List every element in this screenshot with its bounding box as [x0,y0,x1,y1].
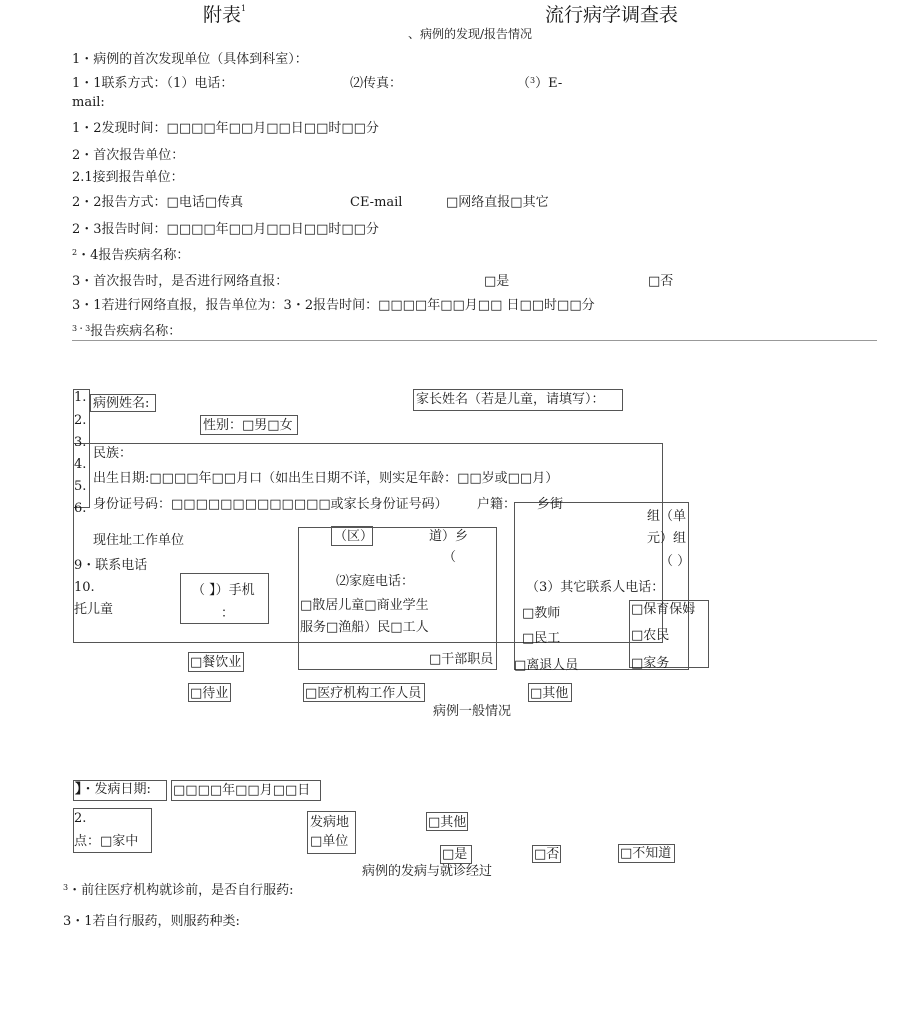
mobile-label: （ 】）手机 [192,583,255,598]
onset-date-value: □□□□年□□月□□日 [173,783,311,798]
self-med-unknown: □不知道 [620,846,672,861]
q1-first-discovery-unit: 1・病例的首次发现单位（具体到科室）： [72,52,308,67]
q3-self-medication [63,883,293,899]
q2-first-report-unit: 2・首次报告单位： [72,148,185,163]
q1-1-fax: ⑵传真： [350,76,403,91]
q1-1-email [517,76,562,92]
onset-date-label [75,782,151,798]
self-med-no: □否 [534,847,560,862]
sex-label: 性别：□男□女 [203,418,293,433]
group-unit-label: 组（单 [647,509,687,524]
road-township-label: 道）乡 [429,529,469,544]
q3-label: ・前往医疗机构就诊前，是否自行服药: [68,883,294,898]
parent-name-label: 家长姓名（若是儿童，请填写）： [416,392,605,407]
row-number-5: 5. [74,479,87,494]
occupation-retired: □离退人员 [514,658,579,673]
ethnic-label: 民族： [93,446,133,461]
occupation-row-1: □散居儿童□商业学生 [300,598,429,613]
row-number-6: 6. [74,501,87,516]
birth-date-label: 出生日期:□□□□年□□月口（如出生日期不详，则实足年龄：□□岁或□□月） [93,471,559,486]
occupation-migrant: □民工 [522,631,561,646]
row-number-2: 2. [74,413,87,428]
occupation-farmer: □农民 [631,628,670,643]
q3-yes: □是 [484,274,510,289]
q1-2-discovery-time: 1・2发现时间：□□□□年□□月□□日□□时□□分 [72,121,379,136]
other-contact-label: （3）其它联系人电话： [526,580,665,595]
occupation-row-2: 服务□渔船）民□工人 [300,620,429,635]
appendix-label [203,4,246,27]
paren-label: （ ） [660,554,691,569]
q3-3-disease-name [72,324,181,340]
q2-2-other-options: □网络直报□其它 [446,195,549,210]
appendix-text: 附表 [203,4,242,26]
q3-network-report: 3・首次报告时，是否进行网络直报： [72,274,289,289]
mobile-colon: ： [221,606,235,621]
q3-1-network-details: 3・1若进行网络直报，报告单位为：3・2报告时间：□□□□年□□月□□ 日□□时□□分 [72,298,595,313]
occupation-housework: □家务 [631,656,670,671]
unit-group-label: 元）组 [647,531,687,546]
contact-phone-label: 9・联系电话 [74,558,148,573]
row-number-4: 4. [74,457,87,472]
q1-1-contact-phone: 1・1联系方式：（1）电话： [72,76,234,91]
q2-3-report-time: 2・3报告时间：□□□□年□□月□□日□□时□□分 [72,222,379,237]
section3-caption: 病例的发病与就诊经过 [362,864,493,879]
q2-1-receiving-unit: 2.1接到报告单位： [72,170,184,185]
row-number-1: 1. [74,390,87,405]
q1-1-email-cont: mail: [72,95,105,110]
q3-3-num: 3・3 [72,324,91,333]
q2-4-num: 2 [72,248,78,257]
street-label: 乡街 [537,497,564,512]
row-number-10: 10. [74,580,95,595]
q3-no: □否 [648,274,674,289]
q2-4-disease-name [72,248,189,264]
onset-place-number: 2. [74,811,87,826]
email-paren-open: （ [517,76,531,91]
occupation-unemployed: □待业 [190,686,229,701]
occupation-catering: □餐饮业 [190,655,242,670]
email-label: ）E- [535,76,563,91]
onset-place-other: □其他 [428,815,467,830]
q3-1-medication-type: 3・1若自行服药，则服药种类: [63,914,240,929]
appendix-number: 1 [241,4,247,13]
section-divider [72,340,877,341]
page-title: 流行病学调查表 [545,4,679,26]
onset-mark: 】 [75,782,82,797]
occupation-others: □其他 [530,686,569,701]
occupation-cadre: □干部职员 [429,652,494,667]
q3-3-label: 报告疾病名称： [90,324,182,339]
onset-place-unit: □单位 [310,834,349,849]
id-card-label: 身份证号码：□□□□□□□□□□□□□或家长身份证号码） [93,497,448,512]
onset-place-label: 发病地 [310,815,350,830]
section2-caption: 病例一般情况 [433,704,512,719]
occupation-teacher: □教师 [522,606,561,621]
q2-2-email-option: CE-mail [350,195,403,210]
road-paren-label: （ [443,550,457,565]
q2-4-label: ・4报告疾病名称： [77,248,190,263]
occupation-nanny: □保育保姆 [631,602,696,617]
q3-num: 3 [63,883,69,892]
q2-2-report-method: 2・2报告方式：□电话□传真 [72,195,244,210]
row-number-3: 3. [74,435,87,450]
district-label: （区） [334,529,374,544]
home-phone-label: ⑵家庭电话： [336,574,415,589]
occupation-medical: □医疗机构工作人员 [305,686,422,701]
hukou-label: 户籍： [477,497,517,512]
self-med-yes: □是 [442,847,468,862]
onset-place-home: 点：□家中 [74,834,139,849]
case-name-label: 病例姓名: [93,396,150,411]
section-subtitle: 、病例的发现/报告情况 [408,27,533,41]
childcare-label: 托儿童 [74,602,114,617]
email-num: 3 [530,76,536,85]
onset-label-text: ・发病日期: [81,782,151,797]
current-address-label: 现住址工作单位 [93,533,185,548]
